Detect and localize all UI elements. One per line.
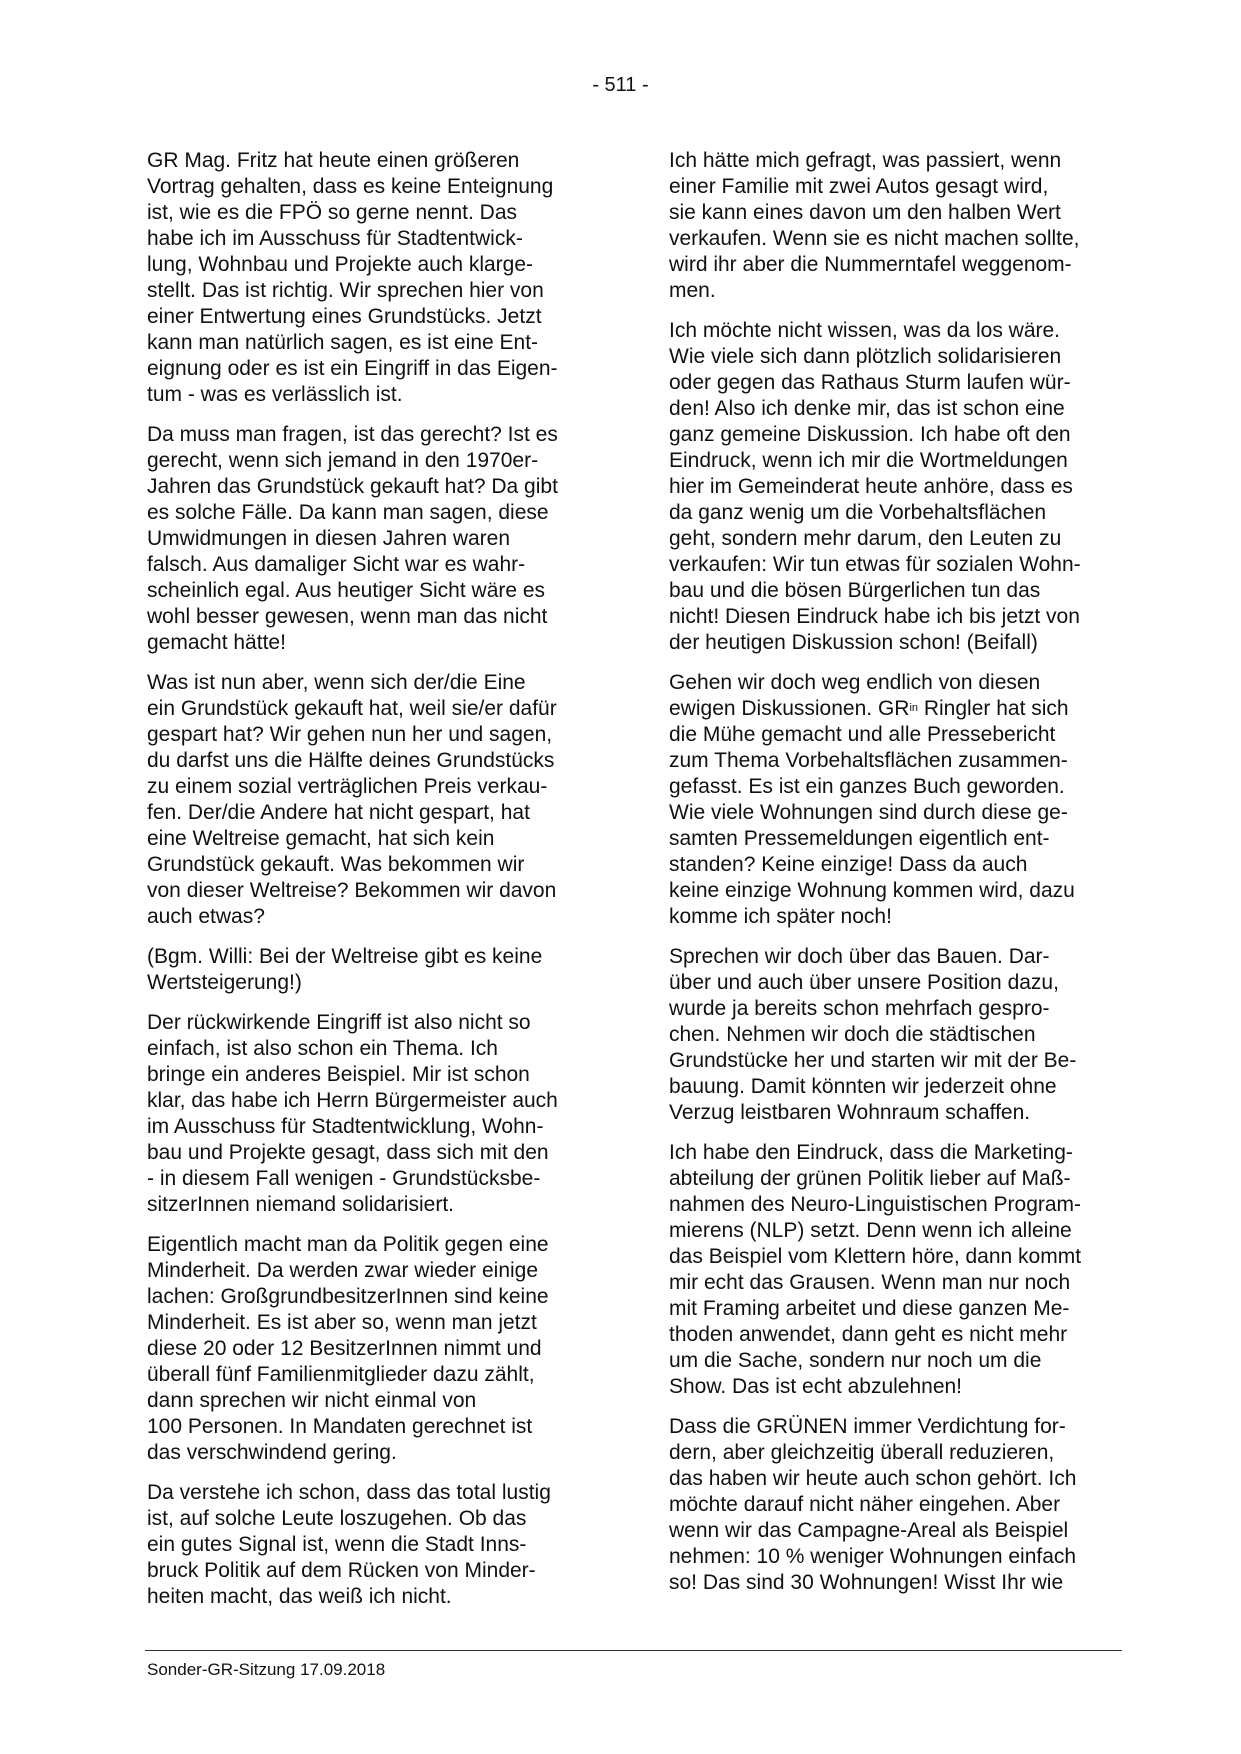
text-line: Was ist nun aber, wenn sich der/die Eine [147, 671, 526, 694]
text-line: Umwidmungen in diesen Jahren waren [147, 527, 511, 550]
text-line: Ich habe den Eindruck, dass die Marketing- [669, 1141, 1073, 1164]
text-line: lung, Wohnbau und Projekte auch klarge- [147, 253, 534, 276]
footer-text: Sonder-GR-Sitzung 17.09.2018 [147, 1660, 386, 1679]
text-line: eignung oder es ist ein Eingriff in das Eigen- [147, 357, 558, 380]
text-line: oder gegen das Rathaus Sturm laufen wür- [669, 371, 1071, 394]
page-number: - 511 - [592, 74, 649, 96]
text-line: ist, auf solche Leute loszugehen. Ob das [147, 1507, 527, 1530]
text-line: stellt. Das ist richtig. Wir sprechen hier von [147, 279, 544, 302]
text-line: sitzerInnen niemand solidarisiert. [147, 1193, 454, 1216]
paragraph [669, 148, 1121, 304]
text-line: zum Thema Vorbehaltsflächen zusammen- [669, 749, 1068, 772]
left-column [147, 148, 599, 1624]
text-line: Jahren das Grundstück gekauft hat? Da gibt [147, 475, 558, 498]
text-line: tum - was es verlässlich ist. [147, 383, 403, 406]
paragraph [147, 1480, 599, 1610]
text-line: Da muss man fragen, ist das gerecht? Ist es [147, 423, 558, 446]
text-line: hier im Gemeinderat heute anhöre, dass es [669, 475, 1073, 498]
text-line: um die Sache, sondern nur noch um die [669, 1349, 1042, 1372]
text-line: das haben wir heute auch schon gehört. Ich [669, 1467, 1077, 1490]
text-line: Grundstück gekauft. Was bekommen wir [147, 853, 525, 876]
interjection [147, 944, 599, 996]
text-line: bruck Politik auf dem Rücken von Minder- [147, 1559, 536, 1582]
text-line: dern, aber gleichzeitig überall reduzieren, [669, 1441, 1055, 1464]
paragraph [147, 148, 599, 408]
text-line: so! Das sind 30 Wohnungen! Wisst Ihr wie [669, 1571, 1064, 1594]
text-line: wurde ja bereits schon mehrfach gespro- [669, 997, 1050, 1020]
text-line: ist, wie es die FPÖ so gerne nennt. Das [147, 201, 518, 224]
text-line: der heutigen Diskussion schon! (Beifall) [669, 631, 1038, 654]
paragraph [147, 1232, 599, 1466]
text-line: Verzug leistbaren Wohnraum schaffen. [669, 1101, 1031, 1124]
text-line: bauung. Damit könnten wir jederzeit ohne [669, 1075, 1057, 1098]
text-line: Minderheit. Da werden zwar wieder einige [147, 1259, 539, 1282]
text-line: keine einzige Wohnung kommen wird, dazu [669, 879, 1075, 902]
paragraph [669, 1140, 1121, 1400]
text-line: mir echt das Grausen. Wenn man nur noch [669, 1271, 1071, 1294]
text-line: über und auch über unsere Position dazu, [669, 971, 1059, 994]
text-line: - in diesem Fall wenigen - Grundstücksbe- [147, 1167, 541, 1190]
text-line: Ich hätte mich gefragt, was passiert, wenn [669, 149, 1062, 172]
text-line: nicht! Diesen Eindruck habe ich bis jetzt von [669, 605, 1080, 628]
text-line: habe ich im Ausschuss für Stadtentwick- [147, 227, 523, 250]
text-line: wird ihr aber die Nummerntafel weggenom- [669, 253, 1072, 276]
text-line: bringe ein anderes Beispiel. Mir ist schon [147, 1063, 530, 1086]
text-line: Show. Das ist echt abzulehnen! [669, 1375, 963, 1398]
text-line: Grundstücke her und starten wir mit der Be- [669, 1049, 1077, 1072]
text-line: du darfst uns die Hälfte deines Grundstücks [147, 749, 555, 772]
text-line: klar, das habe ich Herrn Bürgermeister auch [147, 1089, 558, 1112]
text-line: eine Weltreise gemacht, hat sich kein [147, 827, 495, 850]
text-line: den! Also ich denke mir, das ist schon eine [669, 397, 1065, 420]
text-line: Der rückwirkende Eingriff ist also nicht so [147, 1011, 531, 1034]
text-line: verkaufen. Wenn sie es nicht machen sollte, [669, 227, 1080, 250]
text-line: sie kann eines davon um den halben Wert [669, 201, 1061, 224]
text-line: thoden anwendet, dann geht es nicht mehr [669, 1323, 1068, 1346]
text-line: bau und Projekte gesagt, dass sich mit den [147, 1141, 549, 1164]
text-line: gefasst. Es ist ein ganzes Buch geworden. [669, 775, 1065, 798]
text-line: da ganz wenig um die Vorbehaltsflächen [669, 501, 1047, 524]
text-line: Da verstehe ich schon, dass das total lustig [147, 1481, 551, 1504]
text-line: standen? Keine einzige! Dass da auch [669, 853, 1028, 876]
text-line: einfach, ist also schon ein Thema. Ich [147, 1037, 498, 1060]
text-line: einer Familie mit zwei Autos gesagt wird, [669, 175, 1049, 198]
text-line: ein gutes Signal ist, wenn die Stadt Inns- [147, 1533, 527, 1556]
text-line: diese 20 oder 12 BesitzerInnen nimmt und [147, 1337, 542, 1360]
text-line: das verschwindend gering. [147, 1441, 397, 1464]
text-line: zu einem sozial verträglichen Preis verkau- [147, 775, 548, 798]
text-line: Wertsteigerung!) [147, 971, 302, 994]
text-line: kann man natürlich sagen, es ist eine Ent- [147, 331, 539, 354]
footer-divider [145, 1650, 1122, 1651]
text-segment: Ringler hat sich [918, 697, 1069, 720]
text-segment: ewigen Diskussionen. GR [669, 697, 910, 720]
text-line: wenn wir das Campagne-Areal als Beispiel [669, 1519, 1069, 1542]
text-line: im Ausschuss für Stadtentwicklung, Wohn- [147, 1115, 544, 1138]
superscript: in [909, 702, 919, 714]
text-line: Eindruck, wenn ich mir die Wortmeldungen [669, 449, 1068, 472]
text-line: 100 Personen. In Mandaten gerechnet ist [147, 1415, 533, 1438]
text-line: nahmen des Neuro-Linguistischen Program- [669, 1193, 1082, 1216]
text-line [669, 696, 1121, 722]
text-line: es solche Fälle. Da kann man sagen, diese [147, 501, 549, 524]
text-line: abteilung der grünen Politik lieber auf Maß- [669, 1167, 1071, 1190]
paragraph [669, 670, 1121, 930]
text-line: men. [669, 279, 716, 302]
text-line: lachen: GroßgrundbesitzerInnen sind keine [147, 1285, 549, 1308]
text-line: Vortrag gehalten, dass es keine Enteignung [147, 175, 554, 198]
text-line: das Beispiel vom Klettern höre, dann kommt [669, 1245, 1082, 1268]
text-line: Gehen wir doch weg endlich von diesen [669, 671, 1041, 694]
text-line: samten Pressemeldungen eigentlich ent- [669, 827, 1050, 850]
paragraph [147, 422, 599, 656]
text-line: Minderheit. Es ist aber so, wenn man jetzt [147, 1311, 537, 1334]
text-line: dann sprechen wir nicht einmal von [147, 1389, 477, 1412]
text-line: ein Grundstück gekauft hat, weil sie/er dafür [147, 697, 557, 720]
text-line: gespart hat? Wir gehen nun her und sagen, [147, 723, 553, 746]
text-line: verkaufen: Wir tun etwas für sozialen Wohn- [669, 553, 1081, 576]
text-line: auch etwas? [147, 905, 265, 928]
text-line: fen. Der/die Andere hat nicht gespart, hat [147, 801, 530, 824]
text-line: die Mühe gemacht und alle Pressebericht [669, 723, 1056, 746]
text-line: überall fünf Familienmitglieder dazu zählt, [147, 1363, 535, 1386]
text-line: Eigentlich macht man da Politik gegen eine [147, 1233, 549, 1256]
text-line: mit Framing arbeitet und diese ganzen Me- [669, 1297, 1070, 1320]
text-line: komme ich später noch! [669, 905, 892, 928]
text-line: Wie viele Wohnungen sind durch diese ge- [669, 801, 1068, 824]
text-line: gemacht hätte! [147, 631, 286, 654]
text-line: wohl besser gewesen, wenn man das nicht [147, 605, 548, 628]
paragraph [669, 1414, 1121, 1596]
text-line: nehmen: 10 % weniger Wohnungen einfach [669, 1545, 1077, 1568]
paragraph [147, 1010, 599, 1218]
text-line: GR Mag. Fritz hat heute einen größeren [147, 149, 520, 172]
text-line: mierens (NLP) setzt. Denn wenn ich alleine [669, 1219, 1072, 1242]
paragraph [669, 944, 1121, 1126]
right-column [669, 148, 1121, 1610]
text-line: scheinlich egal. Aus heutiger Sicht wäre es [147, 579, 546, 602]
text-line: Ich möchte nicht wissen, was da los wäre. [669, 319, 1061, 342]
text-line: möchte darauf nicht näher eingehen. Aber [669, 1493, 1061, 1516]
text-line: falsch. Aus damaliger Sicht war es wahr- [147, 553, 526, 576]
text-line: chen. Nehmen wir doch die städtischen [669, 1023, 1036, 1046]
text-line: gerecht, wenn sich jemand in den 1970er- [147, 449, 539, 472]
text-line: Sprechen wir doch über das Bauen. Dar- [669, 945, 1050, 968]
text-line: einer Entwertung eines Grundstücks. Jetzt [147, 305, 542, 328]
text-line: bau und die bösen Bürgerlichen tun das [669, 579, 1041, 602]
text-line: Dass die GRÜNEN immer Verdichtung for- [669, 1415, 1066, 1438]
text-line: (Bgm. Willi: Bei der Weltreise gibt es keine [147, 945, 543, 968]
text-line: ganz gemeine Diskussion. Ich habe oft den [669, 423, 1071, 446]
paragraph [669, 318, 1121, 656]
text-line: Wie viele sich dann plötzlich solidarisieren [669, 345, 1062, 368]
text-line: von dieser Weltreise? Bekommen wir davon [147, 879, 557, 902]
text-line: heiten macht, das weiß ich nicht. [147, 1585, 452, 1608]
paragraph [147, 670, 599, 930]
text-line: geht, sondern mehr darum, den Leuten zu [669, 527, 1062, 550]
